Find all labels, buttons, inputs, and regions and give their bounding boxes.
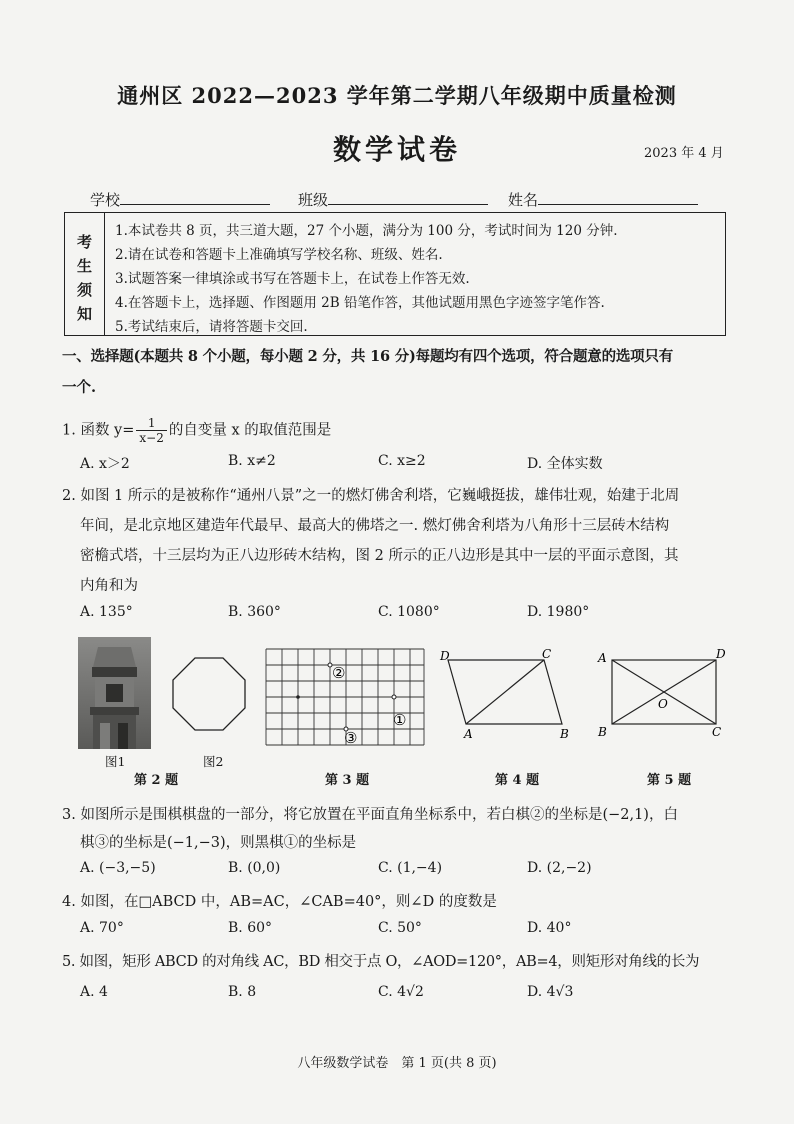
school-field (90, 189, 270, 210)
pagoda-photo (78, 637, 151, 749)
q3-option-b[interactable]: B. (0,0) (228, 860, 281, 876)
q3-option-c[interactable]: C. (1,−4) (378, 860, 443, 876)
q3-option-a[interactable]: A. (−3,−5) (80, 860, 156, 876)
school-blank[interactable] (120, 190, 270, 205)
notice-head-char: 考 (77, 233, 93, 251)
octagon-figure (170, 655, 248, 733)
q5-line: 5. 如图，矩形 ABCD 的对角线 AC，BD 相交于点 O，∠AOD=120°，AB=4，则矩形对角线的长为 (62, 954, 700, 970)
q3-figure-caption: 第 3 题 (325, 773, 370, 788)
page-footer: 八年级数学试卷 第 1 页(共 8 页) (297, 1056, 497, 1071)
q2-figure-caption: 第 2 题 (134, 773, 179, 788)
class-label: 班级 (298, 191, 329, 209)
exam-date: 2023 年 4 月 (644, 146, 724, 161)
notice-item: 5.考试结束后，请将答题卡交回. (115, 319, 308, 335)
q4-line: 4. 如图，在□ABCD 中，AB=AC，∠CAB=40°，则∠D 的度数是 (62, 894, 497, 910)
school-label: 学校 (90, 191, 121, 209)
q4-option-c[interactable]: C. 50° (378, 920, 422, 936)
octagon-shape (173, 658, 245, 730)
q2-line: 2. 如图 1 所示的是被称作“通州八景”之一的燃灯佛舍利塔，它巍峨挺拔，雄伟壮观，始建于北周 (62, 488, 680, 504)
q4-label-c: C (542, 647, 552, 661)
q5-figure-caption: 第 5 题 (647, 773, 692, 788)
q3-line: 3. 如图所示是围棋棋盘的一部分，将它放置在平面直角坐标系中，若白棋②的坐标是(−2,1)，白 (62, 807, 678, 823)
exam-title: 通州区 2022—2023 学年第二学期八年级期中质量检测 (117, 83, 677, 108)
q5-label-o: O (658, 697, 668, 711)
notice-head-char: 须 (77, 281, 93, 299)
fig2-caption: 图2 (203, 754, 224, 769)
q4-label-a: A (464, 727, 473, 741)
section-title-cont: 一个. (62, 379, 97, 396)
notice-item: 1.本试卷共 8 页，共三道大题，27 个小题，满分为 100 分，考试时间为 120 分钟. (115, 223, 618, 239)
notice-heading (65, 213, 105, 335)
exam-subtitle: 数学试卷 (332, 133, 461, 166)
q5-option-b[interactable]: B. 8 (228, 984, 257, 1000)
go-stone-3: ③ (344, 729, 358, 746)
q1-option-b[interactable]: B. x≠2 (228, 453, 276, 469)
q1-stem-a: 1. 函数 y= (62, 422, 135, 439)
q4-figure-caption: 第 4 题 (495, 773, 540, 788)
pagoda-image (78, 637, 151, 749)
q1-option-d[interactable]: D. 全体实数 (527, 456, 603, 472)
rectangle-figure (594, 646, 730, 742)
question-1 (62, 416, 331, 445)
q5-option-d[interactable]: D. 4√3 (527, 984, 574, 1000)
q4-option-d[interactable]: D. 40° (527, 920, 572, 936)
notice-head-char: 知 (77, 305, 93, 323)
q3-option-d[interactable]: D. (2,−2) (527, 860, 592, 876)
name-label: 姓名 (508, 191, 539, 209)
q4-label-b: B (560, 727, 569, 741)
q4-option-a[interactable]: A. 70° (80, 920, 124, 936)
q4-option-b[interactable]: B. 60° (228, 920, 273, 936)
notice-item: 2.请在试卷和答题卡上准确填写学校名称、班级、姓名. (115, 247, 443, 263)
q5-label-c: C (712, 725, 722, 739)
class-field (298, 189, 488, 210)
notice-box (64, 212, 726, 336)
name-blank[interactable] (538, 190, 698, 205)
section-title: 一、选择题(本题共 8 个小题，每小题 2 分，共 16 分)每题均有四个选项，符合题意的选项只有 (62, 348, 674, 365)
notice-item: 4.在答题卡上，选择题、作图题用 2B 铅笔作答，其他试题用黑色字迹签字笔作答. (115, 295, 605, 311)
q2-line: 年间，是北京地区建造年代最早、最高大的佛塔之一. 燃灯佛舍利塔为八角形十三层砖木结构 (80, 518, 670, 534)
go-stone-1: ① (393, 711, 407, 729)
q4-label-d: D (440, 649, 450, 663)
q2-line: 内角和为 (80, 578, 138, 594)
q5-option-a[interactable]: A. 4 (80, 984, 108, 1000)
go-board-figure (265, 648, 425, 746)
q1-frac-num: 1 (136, 416, 166, 431)
q1-stem-b: 的自变量 x 的取值范围是 (168, 422, 332, 439)
q2-line: 密檐式塔，十三层均为正八边形砖木结构，图 2 所示的正八边形是其中一层的平面示意图，其 (80, 548, 679, 564)
q2-option-d[interactable]: D. 1980° (527, 604, 590, 620)
notice-item: 3.试题答案一律填涂或书写在答题卡上，在试卷上作答无效. (115, 271, 470, 287)
q2-option-a[interactable]: A. 135° (80, 604, 133, 620)
q5-label-d: D (716, 647, 726, 661)
q5-option-c[interactable]: C. 4√2 (378, 984, 424, 1000)
q1-frac-den: x−2 (139, 431, 164, 445)
q1-fraction (136, 416, 166, 445)
q5-label-b: B (598, 725, 607, 739)
q1-option-c[interactable]: C. x≥2 (378, 453, 426, 469)
name-field (508, 189, 698, 210)
notice-head-char: 生 (77, 257, 93, 275)
q1-option-a[interactable]: A. x＞2 (80, 456, 130, 472)
q2-option-b[interactable]: B. 360° (228, 604, 281, 620)
go-stone-2: ② (332, 664, 346, 682)
q3-line: 棋③的坐标是(−1,−3)，则黑棋①的坐标是 (80, 835, 357, 851)
q5-label-a: A (598, 651, 607, 665)
class-blank[interactable] (328, 190, 488, 205)
q2-option-c[interactable]: C. 1080° (378, 604, 440, 620)
parallelogram-figure (436, 646, 576, 742)
fig1-caption: 图1 (105, 754, 126, 769)
